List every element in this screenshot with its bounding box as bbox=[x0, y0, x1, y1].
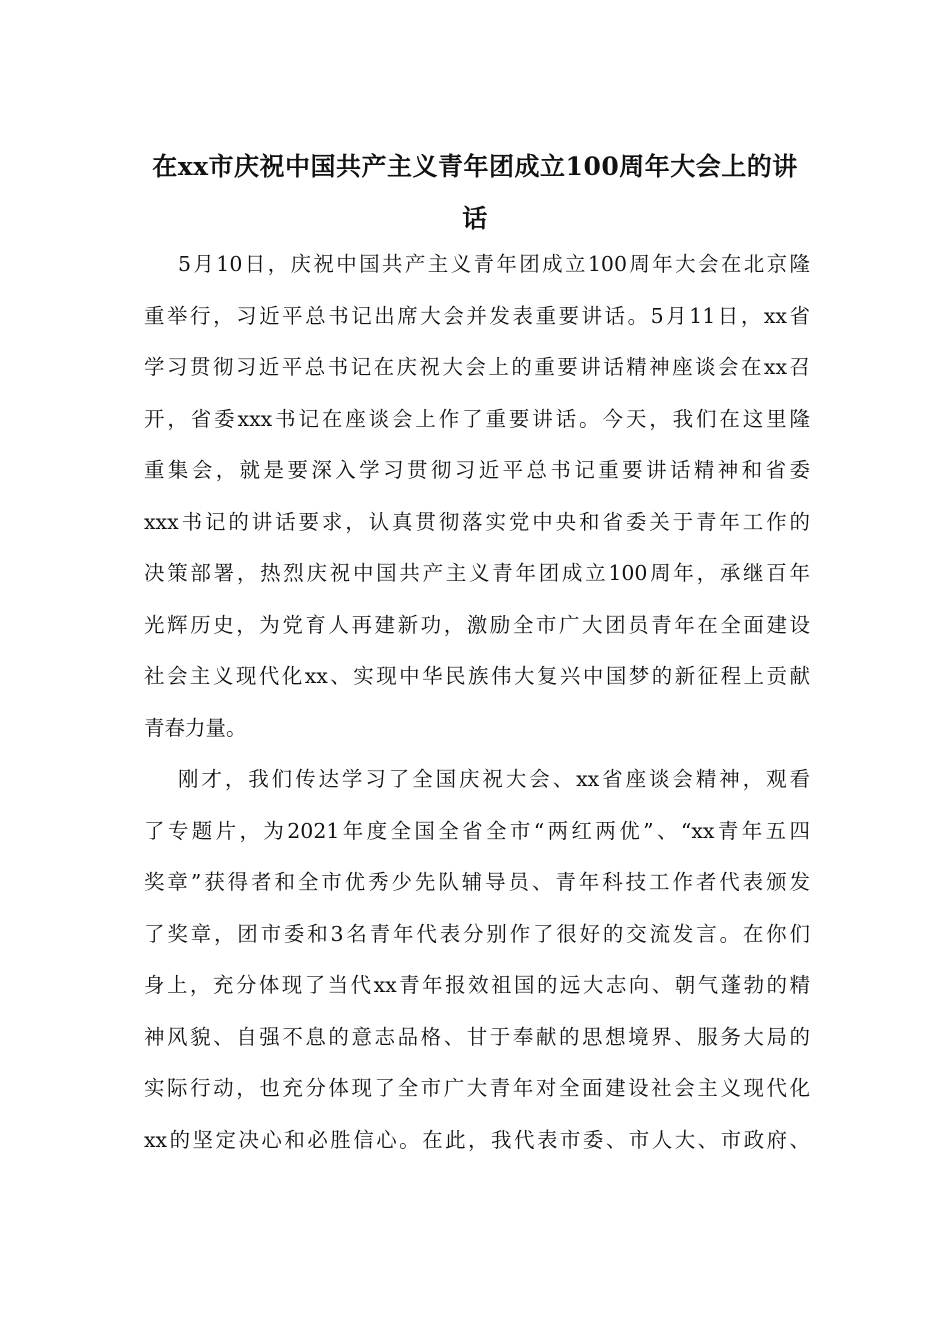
paragraph-line: 刚才，我们传达学习了全国庆祝大会、xx省座谈会精神，观看 bbox=[178, 767, 810, 791]
document-body bbox=[144, 239, 810, 1166]
paragraph-2 bbox=[144, 754, 810, 1166]
paragraph-line: 神风貌、自强不息的意志品格、甘于奉献的思想境界、服务大局的 bbox=[144, 1024, 810, 1049]
paragraph-line: 决策部署，热烈庆祝中国共产主义青年团成立100周年，承继百年 bbox=[144, 561, 810, 585]
paragraph-line: xx的坚定决心和必胜信心。在此，我代表市委、市人大、市政府、 bbox=[144, 1127, 810, 1152]
paragraph-line: 5月10日，庆祝中国共产主义青年团成立100周年大会在北京隆 bbox=[178, 252, 810, 276]
document-title-line-1: 在xx市庆祝中国共产主义青年团成立100周年大会上的讲 bbox=[152, 152, 798, 181]
paragraph-line: 了专题片，为2021年度全国全省全市“两红两优”、“xx青年五四 bbox=[144, 818, 810, 843]
paragraph-line: 光辉历史，为党育人再建新功，激励全市广大团员青年在全面建设 bbox=[144, 612, 810, 637]
paragraph-line: 重集会，就是要深入学习贯彻习近平总书记重要讲话精神和省委 bbox=[144, 458, 810, 482]
paragraph-line: 身上，充分体现了当代xx青年报效祖国的远大志向、朝气蓬勃的精 bbox=[144, 973, 810, 997]
document-title-line-2: 话 bbox=[462, 204, 488, 233]
paragraph-1 bbox=[144, 239, 810, 754]
paragraph-line: 奖章”获得者和全市优秀少先队辅导员、青年科技工作者代表颁发 bbox=[144, 870, 810, 894]
paragraph-line: 实际行动，也充分体现了全市广大青年对全面建设社会主义现代化 bbox=[144, 1076, 810, 1100]
paragraph-line: 重举行，习近平总书记出席大会并发表重要讲话。5月11日，xx省 bbox=[144, 303, 810, 328]
paragraph-line: 青春力量。 bbox=[144, 715, 247, 740]
paragraph-line: xxx书记的讲话要求，认真贯彻落实党中央和省委关于青年工作的 bbox=[144, 509, 810, 534]
paragraph-line: 学习贯彻习近平总书记在庆祝大会上的重要讲话精神座谈会在xx召 bbox=[144, 355, 810, 379]
paragraph-line: 开，省委xxx书记在座谈会上作了重要讲话。今天，我们在这里隆 bbox=[144, 406, 810, 431]
paragraph-line: 了奖章，团市委和3名青年代表分别作了很好的交流发言。在你们 bbox=[144, 921, 810, 946]
paragraph-line: 社会主义现代化xx、实现中华民族伟大复兴中国梦的新征程上贡献 bbox=[144, 664, 810, 688]
